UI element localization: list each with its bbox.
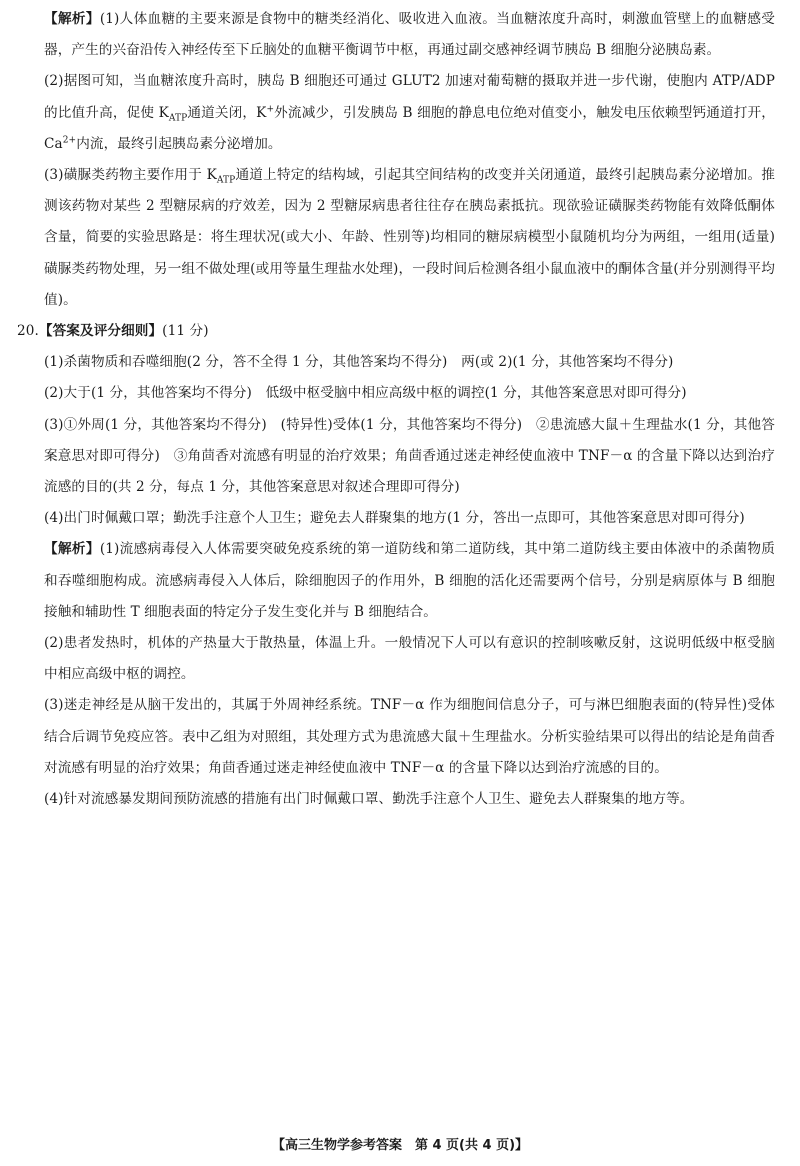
question-score: (11 分) [162, 323, 209, 340]
q20-answer-2: (2)大于(1 分，其他答案均不得分) 低级中枢受脑中相应高级中枢的调控(1 分，其他答案意思对即可得分) [44, 385, 687, 402]
q19-analysis-p2: (2)据图可知，当血糖浓度升高时，胰岛 B 细胞还可通过 GLUT2 加速对葡萄糖的摄取并进一步代谢，使胞内 ATP/ADP 的比值升高，促使 $K_{ATP}$通道关闭，K+外流减少，引发胰岛 B 细胞的静息电位绝对值变小，触发电压依赖型钙通道打开，$Ca^{2+}$内流，最终引起胰岛素分泌增加。 [44, 73, 775, 152]
q20-header [17, 316, 775, 347]
q20-answer-1: (1)杀菌物质和吞噬细胞(2 分，答不全得 1 分，其他答案均不得分) 两(或 2)(1 分，其他答案均不得分) [44, 354, 674, 371]
q20-analysis-p4: (4)针对流感暴发期间预防流感的措施有出门时佩戴口罩、勤洗手注意个人卫生、避免去人群聚集的地方等。 [44, 791, 694, 808]
analysis-tag: 【解析】 [44, 541, 100, 558]
q20-answer-3: (3)①外周(1 分，其他答案均不得分) (特异性)受体(1 分，其他答案均不得分) ②患流感大鼠＋生理盐水(1 分，其他答案意思对即可得分) ③角茴香对流感有明显的治疗效果；角茴香通过迷走神经使血液中 TNF－α 的含量下降以达到治疗流感的目的(共 2 分，每点 1 分，其他答案意思对叙述合理即可得分) [44, 416, 775, 496]
q20-analysis-p3: (3)迷走神经是从脑干发出的，其属于外周神经系统。TNF－α 作为细胞间信息分子，可与淋巴细胞表面的(特异性)受体结合后调节免疫应答。表中乙组为对照组，其处理方式为患流感大鼠＋生理盐水。分析实验结果可以得出的结论是角茴香对流感有明显的治疗效果；角茴香通过迷走神经使血液中 TNF－α 的含量下降以达到治疗流感的目的。 [44, 697, 775, 776]
q20-answer-4: (4)出门时佩戴口罩；勤洗手注意个人卫生；避免去人群聚集的地方(1 分，答出一点即可，其他答案意思对即可得分) [44, 510, 745, 527]
q19-analysis-p1: 【解析】(1)人体血糖的主要来源是食物中的糖类经消化、吸收进入血液。当血糖浓度升高时，刺激血管壁上的血糖感受器，产生的兴奋沿传入神经传至下丘脑处的血糖平衡调节中枢，再通过副交感神经调节胰岛 B 细胞分泌胰岛素。 [44, 11, 775, 59]
analysis-tag: 【解析】 [44, 11, 100, 27]
answer-tag: 【答案及评分细则】 [38, 323, 163, 340]
page-footer: 【高三生物学参考答案 第 4 页(共 4 页)】 [271, 1138, 529, 1153]
answer-content [17, 4, 776, 815]
q19-analysis-p3: (3)磺脲类药物主要作用于 $K_{ATP}$通道上特定的结构域，引起其空间结构的改变并关闭通道，最终引起胰岛素分泌增加。推测该药物对某些 2 型糖尿病的疗效差，因为 2 型糖尿病患者往往存在胰岛素抵抗。现欲验证磺脲类药物能有效降低酮体含量，简要的实验思路是：将生理状况(或大小、年龄、性别等)均相同的糖尿病模型小鼠随机均分为两组，一组用(适量)磺脲类药物处理，另一组不做处理(或用等量生理盐水处理)，一段时间后检测各组小鼠血液中的酮体含量(并分别测得平均值)。 [44, 167, 776, 308]
q20-analysis-p1: 【解析】(1)流感病毒侵入人体需要突破免疫系统的第一道防线和第二道防线，其中第二道防线主要由体液中的杀菌物质和吞噬细胞构成。流感病毒侵入人体后，除细胞因子的作用外，B 细胞的活化还需要两个信号，分别是病原体与 B 细胞接触和辅助性 T 细胞表面的特定分子发生变化并与 B 细胞结合。 [44, 541, 775, 620]
question-number: 20. [17, 323, 39, 340]
q20-analysis-p2: (2)患者发热时，机体的产热量大于散热量，体温上升。一般情况下人可以有意识的控制咳嗽反射，这说明低级中枢受脑中相应高级中枢的调控。 [44, 635, 775, 683]
